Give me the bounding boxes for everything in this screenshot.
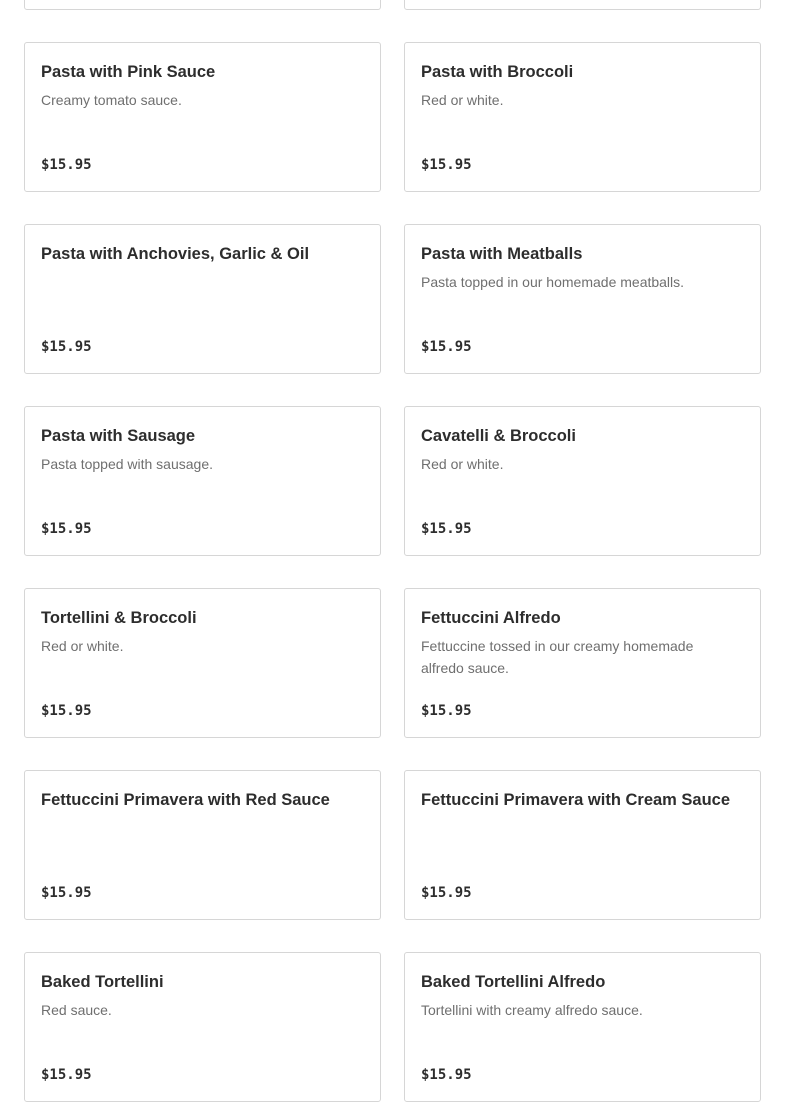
menu-item-price: $15.95	[421, 521, 472, 537]
menu-item-name: Pasta with Meatballs	[421, 245, 583, 263]
menu-item-description: Tortellini with creamy alfredo sauce.	[421, 1002, 643, 1018]
menu-item-description: Red or white.	[421, 456, 504, 472]
menu-item-price: $15.95	[41, 157, 92, 173]
menu-item-card[interactable]	[404, 224, 761, 374]
menu-item-description: Creamy tomato sauce.	[41, 92, 182, 108]
menu-item-price: $15.95	[41, 339, 92, 355]
menu-item-description: Red or white.	[421, 92, 504, 108]
menu-item-price: $15.95	[421, 885, 472, 901]
menu-items-grid	[24, 0, 761, 1102]
menu-item-card[interactable]	[24, 224, 381, 374]
menu-item-name: Fettuccini Primavera with Red Sauce	[41, 791, 330, 809]
menu-item-price: $15.95	[41, 703, 92, 719]
menu-item-name: Pasta with Pink Sauce	[41, 63, 216, 81]
menu-item-description: Pasta topped with sausage.	[41, 456, 214, 472]
menu-item-price: $15.95	[421, 703, 472, 719]
menu-item-card[interactable]	[404, 42, 761, 192]
menu-item-name: Fettuccini Alfredo	[421, 609, 561, 627]
menu-item-card[interactable]	[404, 952, 761, 1102]
menu-item-card[interactable]	[404, 588, 761, 738]
menu-item-name: Pasta with Broccoli	[421, 63, 574, 81]
menu-item-card[interactable]	[404, 0, 761, 10]
menu-item-card[interactable]	[24, 770, 381, 920]
menu-item-description: Red or white.	[41, 638, 124, 654]
menu-item-name: Cavatelli & Broccoli	[421, 427, 576, 445]
menu-item-price: $15.95	[41, 521, 92, 537]
menu-item-card[interactable]	[24, 42, 381, 192]
menu-item-card[interactable]	[24, 952, 381, 1102]
menu-item-card[interactable]	[24, 406, 381, 556]
menu-item-name: Pasta with Anchovies, Garlic & Oil	[41, 245, 310, 263]
menu-item-name: Pasta with Sausage	[41, 427, 196, 445]
menu-item-name: Baked Tortellini Alfredo	[421, 973, 606, 991]
menu-item-card[interactable]	[404, 770, 761, 920]
menu-item-price: $15.95	[421, 339, 472, 355]
menu-item-name: Tortellini & Broccoli	[41, 609, 197, 627]
menu-item-price: $15.95	[421, 157, 472, 173]
menu-item-price: $15.95	[41, 1067, 92, 1083]
menu-item-description: Fettuccine tossed in our creamy homemade alfredo sauce.	[421, 638, 694, 676]
menu-item-card[interactable]	[404, 406, 761, 556]
menu-item-name: Fettuccini Primavera with Cream Sauce	[421, 791, 731, 809]
menu-item-card[interactable]	[24, 0, 381, 10]
menu-item-description: Red sauce.	[41, 1002, 112, 1018]
menu-item-name: Baked Tortellini	[41, 973, 164, 991]
menu-item-card[interactable]	[24, 588, 381, 738]
menu-item-price: $15.95	[41, 885, 92, 901]
menu-item-price: $15.95	[421, 1067, 472, 1083]
menu-item-description: Pasta topped in our homemade meatballs.	[421, 274, 685, 290]
